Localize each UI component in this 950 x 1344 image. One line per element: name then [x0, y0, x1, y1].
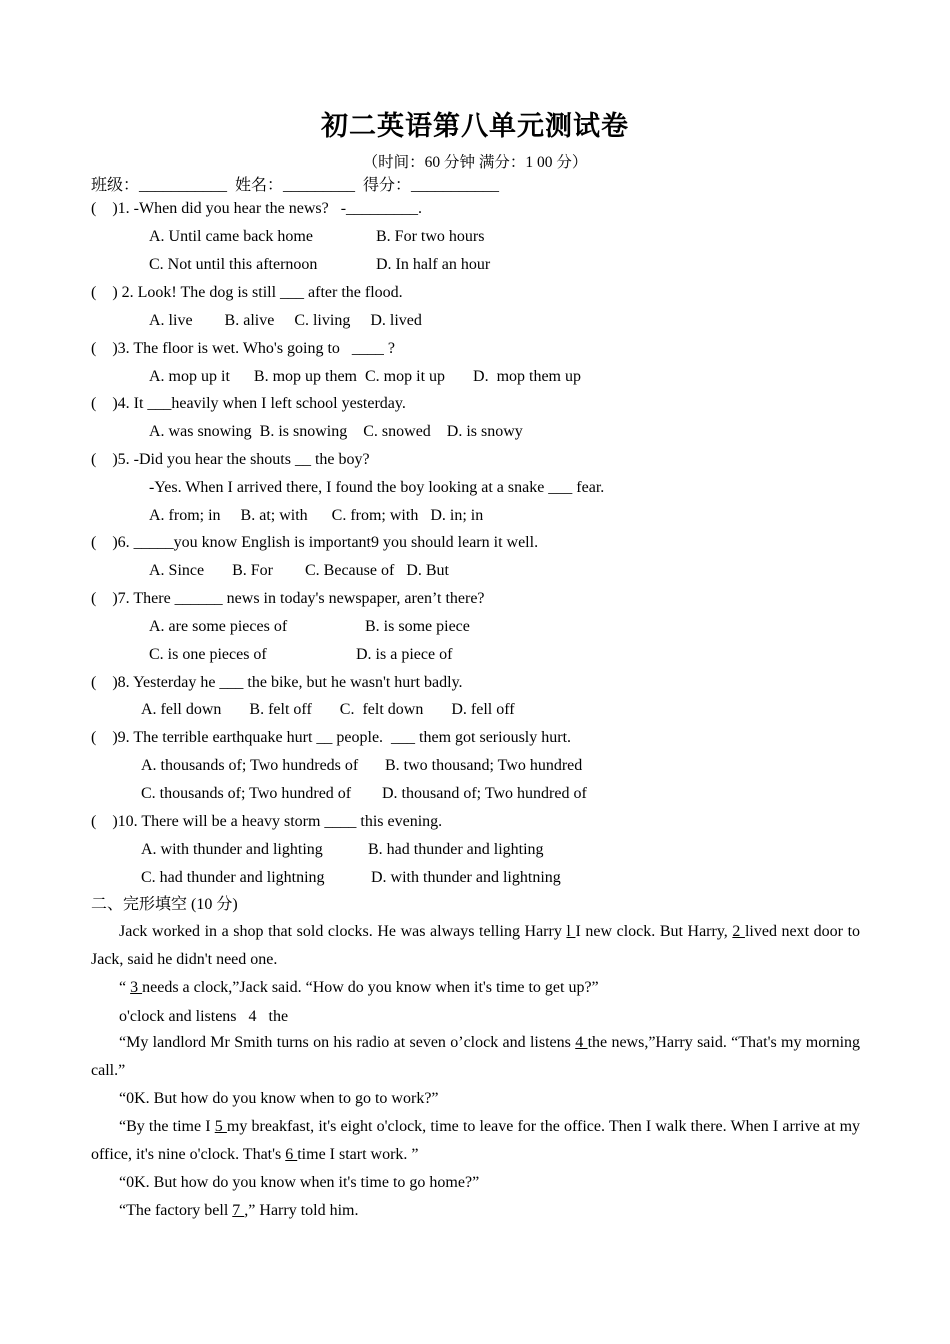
blank-2: 2	[732, 923, 745, 940]
cloze-paragraph-2: “ 3 needs a clock,”Jack said. “How do you know when it's time to get up?”	[119, 979, 599, 996]
cloze-paragraph-3: “My landlord Mr Smith turns on his radio at seven o’clock and listens 4 the news,”Harry said. “That's my morning call.”	[91, 1034, 861, 1079]
question-10-option-c: C. had thunder and lightning	[141, 869, 325, 886]
stray-text-line: o'clock and listens 4 the	[119, 1008, 289, 1025]
subtitle: （时间：60 分钟 满分：1 00 分）	[362, 154, 588, 171]
question-7-option-c: C. is one pieces of	[149, 646, 267, 663]
blank-6: 6	[285, 1146, 298, 1163]
blank-5: 5	[214, 1118, 227, 1135]
blank-7: 7	[232, 1202, 245, 1219]
question-10-option-b: B. had thunder and lighting	[368, 841, 544, 858]
question-4-stem: ( )4. It ___heavily when I left school yesterday.	[91, 395, 406, 412]
question-9-option-b: B. two thousand; Two hundred	[385, 757, 583, 774]
question-9-option-c: C. thousands of; Two hundred of	[141, 785, 352, 802]
cloze-paragraph-7: “The factory bell 7 ,” Harry told him.	[119, 1202, 359, 1219]
info-line: 班级：___________ 姓名：_________ 得分：___________	[91, 177, 500, 194]
question-2-stem: ( ) 2. Look! The dog is still ___ after the flood.	[91, 284, 403, 301]
question-5-options: A. from; in B. at; with C. from; with D. in; in	[149, 507, 484, 524]
page-title: 初二英语第八单元测试卷	[321, 111, 629, 142]
cloze-paragraph-5: “By the time I 5 my breakfast, it's eight o'clock, time to leave for the office. Then I walk there. When I arrive at my office, it's nine o'clock. That's 6 time I start work. ”	[91, 1118, 861, 1163]
section-heading-cloze: 二、完形填空 (10 分)	[91, 896, 238, 913]
question-8-stem: ( )8. Yesterday he ___ the bike, but he wasn't hurt badly.	[91, 674, 463, 691]
cloze-paragraph-1: Jack worked in a shop that sold clocks. He was always telling Harry l I new clock. But Harry, 2 lived next door to Jack, said he didn't need one.	[91, 923, 861, 968]
question-5-stem-continued: -Yes. When I arrived there, I found the boy looking at a snake ___ fear.	[149, 479, 605, 496]
blank-3: 3	[130, 979, 143, 996]
question-7-option-b: B. is some piece	[365, 618, 470, 635]
question-6-options: A. Since B. For C. Because of D. But	[149, 562, 449, 579]
question-8-options: A. fell down B. felt off C. felt down D. fell off	[141, 701, 515, 718]
question-6-stem: ( )6. _____you know English is important9 you should learn it well.	[91, 534, 539, 551]
question-1-stem: ( )1. -When did you hear the news? -_________.	[91, 200, 423, 217]
question-1-option-d: D. In half an hour	[376, 256, 491, 273]
question-2-options: A. live B. alive C. living D. lived	[149, 312, 422, 329]
question-9-option-a: A. thousands of; Two hundreds of	[141, 757, 359, 774]
question-3-options: A. mop up it B. mop up them C. mop it up D. mop them up	[149, 368, 581, 385]
question-1-option-c: C. Not until this afternoon	[149, 256, 318, 273]
question-5-stem: ( )5. -Did you hear the shouts __ the boy?	[91, 451, 370, 468]
question-3-stem: ( )3. The floor is wet. Who's going to ____ ?	[91, 340, 396, 357]
question-1-option-b: B. For two hours	[376, 228, 485, 245]
cloze-paragraph-6: “0K. But how do you know when it's time to go home?”	[119, 1174, 480, 1191]
question-7-stem: ( )7. There ______ news in today's newspaper, aren’t there?	[91, 590, 485, 607]
question-10-stem: ( )10. There will be a heavy storm ____ this evening.	[91, 813, 443, 830]
cloze-paragraph-4: “0K. But how do you know when to go to work?”	[119, 1090, 439, 1107]
question-9-stem: ( )9. The terrible earthquake hurt __ people. ___ them got seriously hurt.	[91, 729, 572, 746]
question-4-options: A. was snowing B. is snowing C. snowed D. is snowy	[149, 423, 523, 440]
question-10-option-d: D. with thunder and lightning	[371, 869, 561, 886]
question-7-option-d: D. is a piece of	[356, 646, 453, 663]
question-7-option-a: A. are some pieces of	[149, 618, 288, 635]
blank-1: l	[566, 923, 576, 940]
question-9-option-d: D. thousand of; Two hundred of	[382, 785, 587, 802]
question-10-option-a: A. with thunder and lighting	[141, 841, 323, 858]
blank-4: 4	[575, 1034, 588, 1051]
question-1-option-a: A. Until came back home	[149, 228, 313, 245]
